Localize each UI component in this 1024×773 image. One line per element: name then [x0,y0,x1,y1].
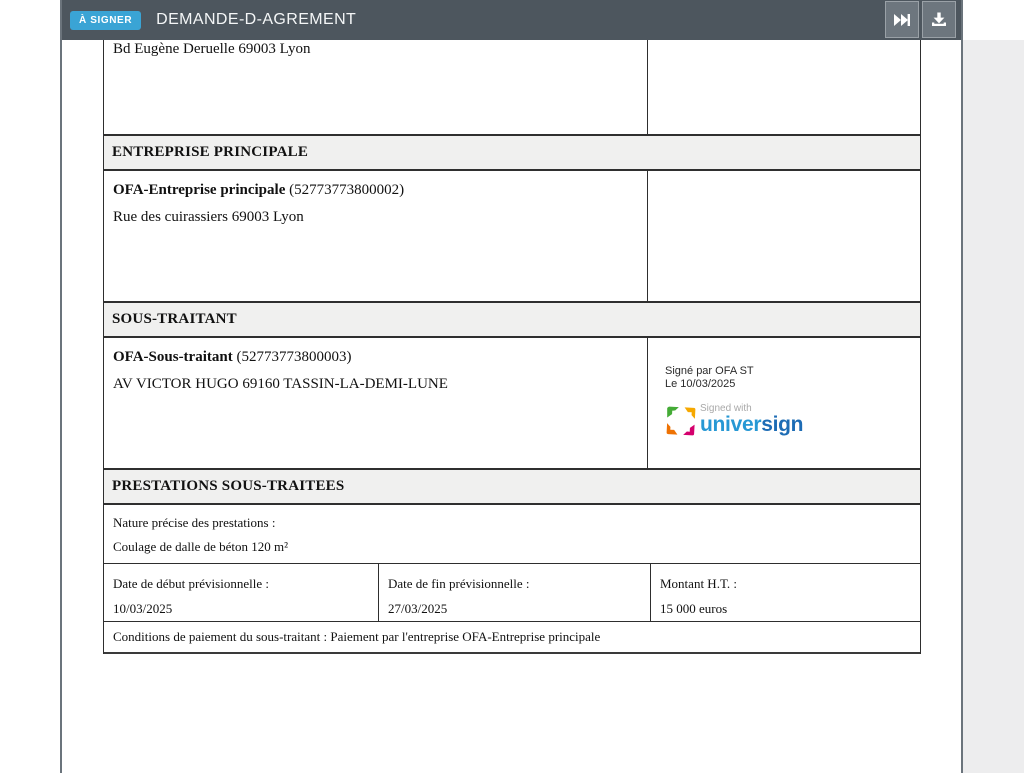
skip-forward-icon [893,13,911,27]
row-entreprise [104,171,920,301]
soustraitant-signature-cell [648,338,920,468]
entreprise-info-cell [104,171,648,301]
signed-by-line: Signé par OFA ST [665,365,754,377]
entreprise-name-line [113,177,637,204]
universign-pinwheel-icon [665,403,697,437]
date-fin-cell [379,564,651,621]
entreprise-signature-cell[interactable] [648,171,920,301]
signed-date-line: Le 10/03/2025 [665,378,736,390]
row-nature-prestations [104,505,920,564]
soustraitant-name: OFA-Sous-traitant [113,349,233,365]
universign-name-sign: sign [761,413,804,436]
montant-value: 15 000 euros [660,601,728,616]
section-header-prestations: PRESTATIONS SOUS-TRAITEES [104,468,920,505]
universign-name [700,414,803,435]
row-soustraitant [104,338,920,468]
signed-with-label: Signed with [700,403,752,414]
universign-name-univer: univer [700,413,762,436]
toolbar-buttons [885,1,956,38]
viewer-right-gutter [963,40,1024,773]
entreprise-address: Rue des cuirassiers 69003 Lyon [113,209,304,225]
section-header-soustraitant: SOUS-TRAITANT [104,301,920,338]
universign-wordmark [700,403,803,435]
universign-logo [665,403,920,437]
row-dates-montant [104,564,920,622]
date-debut-cell [104,564,379,621]
row-address-fragment [104,40,920,134]
skip-to-signature-button[interactable] [885,1,919,38]
montant-label: Montant H.T. : [660,576,738,591]
date-fin-label: Date de fin prévisionnelle : [388,576,530,591]
montant-cell [651,564,920,621]
document-toolbar [62,0,961,40]
date-fin-value: 27/03/2025 [388,601,448,616]
date-debut-label: Date de début prévisionnelle : [113,576,269,591]
entreprise-siret: (52773773800002) [285,182,405,198]
row-conditions: Conditions de paiement du sous-traitant : Paiement par l'entreprise OFA-Entreprise principale [104,622,920,654]
soustraitant-name-line [113,344,637,371]
address-fragment-cell: Bd Eugène Deruelle 69003 Lyon [104,40,648,134]
nature-label: Nature précise des prestations : [113,515,276,530]
address-fragment-empty-cell [648,40,920,134]
document-title: DEMANDE-D-AGREMENT [156,11,357,28]
soustraitant-address: AV VICTOR HUGO 69160 TASSIN-LA-DEMI-LUNE [113,376,448,392]
date-debut-value: 10/03/2025 [113,601,173,616]
soustraitant-siret: (52773773800003) [232,349,352,365]
document-page [60,0,963,773]
nature-value: Coulage de dalle de béton 120 m² [113,539,289,554]
signature-block [648,338,920,437]
agreement-table [103,40,921,654]
soustraitant-info-cell [104,338,648,468]
entreprise-name: OFA-Entreprise principale [113,182,286,198]
signature-lines [665,365,920,391]
section-header-entreprise: ENTREPRISE PRINCIPALE [104,134,920,171]
status-badge: À SIGNER [70,11,141,30]
download-button[interactable] [922,1,956,38]
download-icon [931,12,947,28]
